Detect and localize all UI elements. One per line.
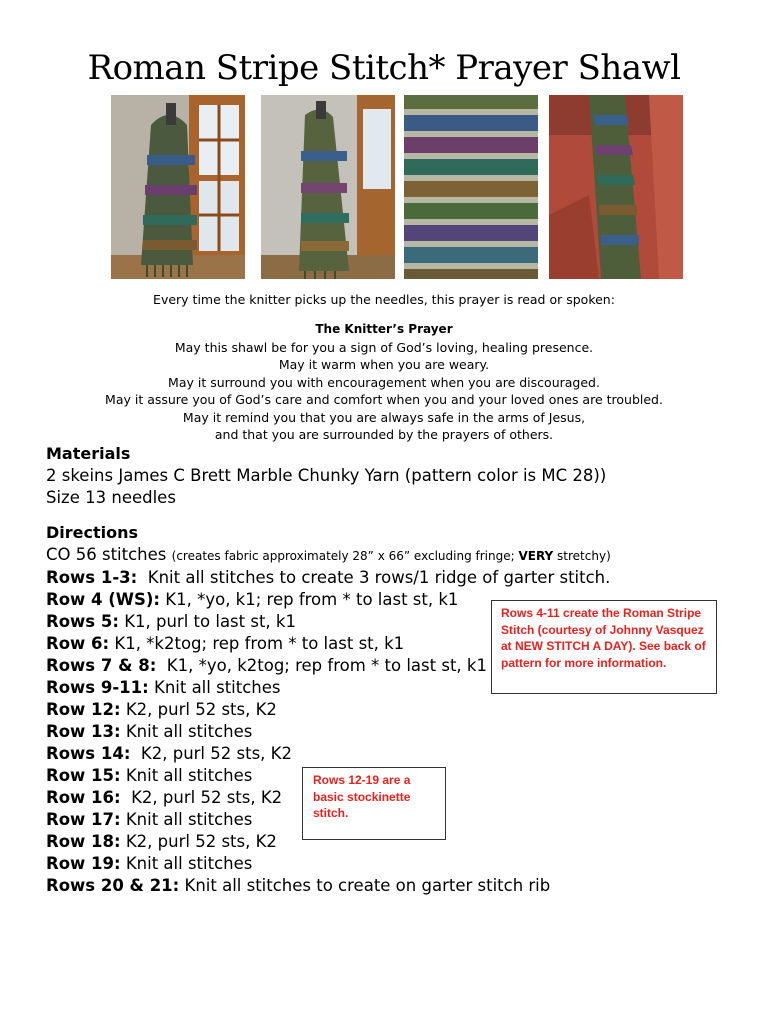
shawl-draped-side-photo <box>261 95 395 279</box>
shawl-stripe-closeup-photo <box>404 95 538 279</box>
directions-heading: Directions <box>46 523 139 542</box>
row-label: Row 17 <box>46 810 114 829</box>
prayer-line: May this shawl be for you a sign of God’s loving, healing presence. <box>174 339 594 355</box>
row-instruction <box>46 699 611 721</box>
roman-stripe-note: Rows 4-11 create the Roman Stripe Stitch (courtesy of Johnny Vasquez at NEW STITCH A DAY). See back of pattern for more information. <box>491 600 717 694</box>
row-label: Row 18 <box>46 832 114 851</box>
row-label-colon: : <box>114 766 121 785</box>
row-instruction <box>46 721 611 743</box>
row-text: Knit all stitches <box>120 810 253 829</box>
row-instruction <box>46 567 611 589</box>
cast-on-note-end: stretchy) <box>553 549 611 563</box>
row-label: Row 4 (WS) <box>46 590 154 609</box>
cast-on-note-text: (creates fabric approximately 28” x 66” excluding fringe; <box>171 549 519 563</box>
row-label-colon: : <box>114 722 121 741</box>
row-instruction <box>46 853 611 875</box>
row-label: Row 13 <box>46 722 114 741</box>
row-text: K1, *yo, k1; rep from * to last st, k1 <box>160 590 459 609</box>
shawl-on-mannequin-photo <box>111 95 245 279</box>
page-title: Roman Stripe Stitch* Prayer Shawl <box>87 48 681 88</box>
directions-section <box>46 522 611 897</box>
row-label-colon: : <box>153 590 161 609</box>
row-text: K2, purl 52 sts, K2 <box>120 832 277 851</box>
row-label: Row 16 <box>46 788 114 807</box>
row-text: Knit all stitches <box>120 854 253 873</box>
cast-on-text: CO 56 stitches <box>46 545 172 564</box>
materials-heading: Materials <box>46 444 131 463</box>
row-label: Rows 5 <box>46 612 113 631</box>
row-label: Row 15 <box>46 766 114 785</box>
row-label-colon: : <box>142 678 149 697</box>
row-label: Rows 9-11 <box>46 678 143 697</box>
row-label: Rows 14 <box>46 744 124 763</box>
materials-line: 2 skeins James C Brett Marble Chunky Yarn (pattern color is MC 28)) <box>46 466 607 485</box>
row-label-colon: : <box>114 810 121 829</box>
row-label-colon: : <box>102 634 110 653</box>
cast-on-line <box>46 544 611 567</box>
row-text: K2, purl 52 sts, K2 <box>120 788 283 807</box>
row-text: Knit all stitches <box>120 766 253 785</box>
cast-on-note <box>172 549 611 563</box>
cast-on-note-bold: VERY <box>518 549 554 563</box>
row-text: K2, purl 52 sts, K2 <box>130 744 292 763</box>
row-label-colon: : <box>114 788 121 807</box>
prayer-line: and that you are surrounded by the prayers of others. <box>214 427 554 442</box>
row-label: Row 6 <box>46 634 103 653</box>
row-label-colon: : <box>114 700 121 719</box>
prayer-line: May it remind you that you are always safe in the arms of Jesus, <box>182 409 586 425</box>
row-label: Rows 20 & 21 <box>46 876 173 895</box>
row-instruction <box>46 875 611 897</box>
row-label-colon: : <box>172 876 180 895</box>
row-text: K1, purl to last st, k1 <box>118 612 296 631</box>
stockinette-note: Rows 12-19 are a basic stockinette stitch. <box>302 767 446 840</box>
row-text: Knit all stitches <box>120 722 253 741</box>
row-instruction <box>46 743 611 765</box>
row-label-colon: : <box>114 832 121 851</box>
prayer-line: May it surround you with encouragement when you are discouraged. <box>168 374 600 390</box>
materials-line: Size 13 needles <box>46 488 176 507</box>
row-text: K2, purl 52 sts, K2 <box>120 700 277 719</box>
row-label: Row 19 <box>46 854 114 873</box>
row-text: K1, *k2tog; rep from * to last st, k1 <box>109 634 405 653</box>
row-label-colon: : <box>149 656 157 675</box>
row-text: K1, *yo, k2tog; rep from * to last st, k1 <box>156 656 487 675</box>
row-label: Row 12 <box>46 700 114 719</box>
row-label-colon: : <box>123 744 131 763</box>
prayer-line: May it warm when you are weary. <box>278 357 490 372</box>
row-text: Knit all stitches to create 3 rows/1 ridge of garter stitch. <box>137 568 611 587</box>
row-label-colon: : <box>130 568 138 587</box>
row-text: Knit all stitches to create on garter stitch rib <box>179 876 551 895</box>
knitters-prayer <box>0 321 768 444</box>
row-label: Rows 7 & 8 <box>46 656 150 675</box>
row-label-colon: : <box>112 612 119 631</box>
row-label-colon: : <box>114 854 121 873</box>
prayer-line: May it assure you of God’s care and comfort when you and your loved ones are troubled. <box>105 392 663 407</box>
row-label: Rows 1-3 <box>46 568 131 587</box>
intro-text: Every time the knitter picks up the needles, this prayer is read or spoken: <box>153 292 615 307</box>
row-text: Knit all stitches <box>148 678 281 697</box>
shawl-on-chair-photo <box>549 95 683 279</box>
prayer-title: The Knitter’s Prayer <box>315 322 453 336</box>
materials-section <box>46 443 606 509</box>
